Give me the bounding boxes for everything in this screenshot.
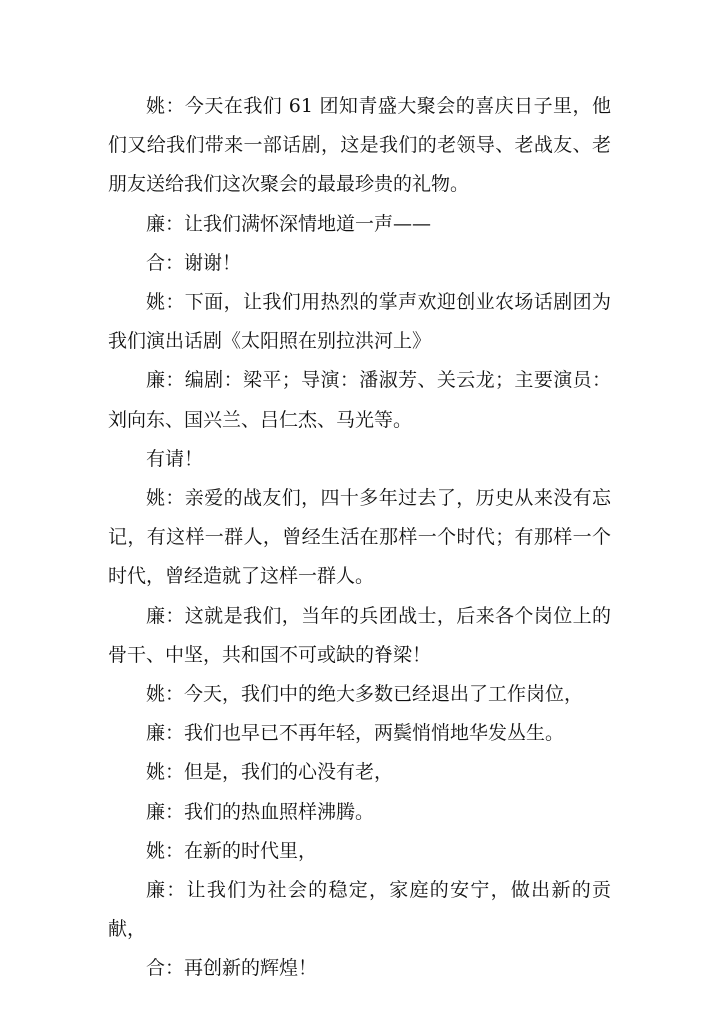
- paragraph: 廉：我们也早已不再年轻，两鬓悄悄地华发丛生。: [146, 722, 565, 745]
- paragraph: 廉：我们的热血照样沸腾。: [146, 800, 375, 823]
- paragraph: 姚：今天在我们 61 团知青盛大聚会的喜庆日子里，他们又给我们带来一部话剧，这是我们的老领导、老战友、老朋友送给我们这次聚会的最最珍贵的礼物。: [108, 95, 611, 196]
- paragraph: 姚：但是，我们的心没有老，: [146, 761, 394, 784]
- paragraph: 廉：这就是我们，当年的兵团战士，后来各个岗位上的骨干、中坚，共和国不可或缺的脊梁！: [108, 604, 611, 666]
- paragraph: 姚：亲爱的战友们，四十多年过去了，历史从来没有忘记，有这样一群人，曾经生活在那样一个时代；有那样一个时代，曾经造就了这样一群人。: [108, 487, 611, 588]
- paragraph: 合：再创新的辉煌！: [146, 957, 318, 980]
- paragraph: 姚：下面，让我们用热烈的掌声欢迎创业农场话剧团为我们演出话剧《太阳照在别拉洪河上》: [108, 291, 611, 353]
- paragraph: 有请！: [146, 447, 204, 470]
- paragraph: 姚：在新的时代里，: [146, 839, 318, 862]
- paragraph: 廉：让我们为社会的稳定，家庭的安宁，做出新的贡献，: [108, 879, 611, 941]
- paragraph: 廉：让我们满怀深情地道一声——: [146, 212, 432, 235]
- paragraph: 姚：今天，我们中的绝大多数已经退出了工作岗位，: [146, 683, 584, 706]
- script-text: [108, 87, 611, 989]
- paragraph: 合：谢谢！: [146, 251, 242, 274]
- paragraph: 廉：编剧：梁平；导演：潘淑芳、关云龙；主要演员：刘向东、国兴兰、吕仁杰、马光等。: [108, 369, 611, 431]
